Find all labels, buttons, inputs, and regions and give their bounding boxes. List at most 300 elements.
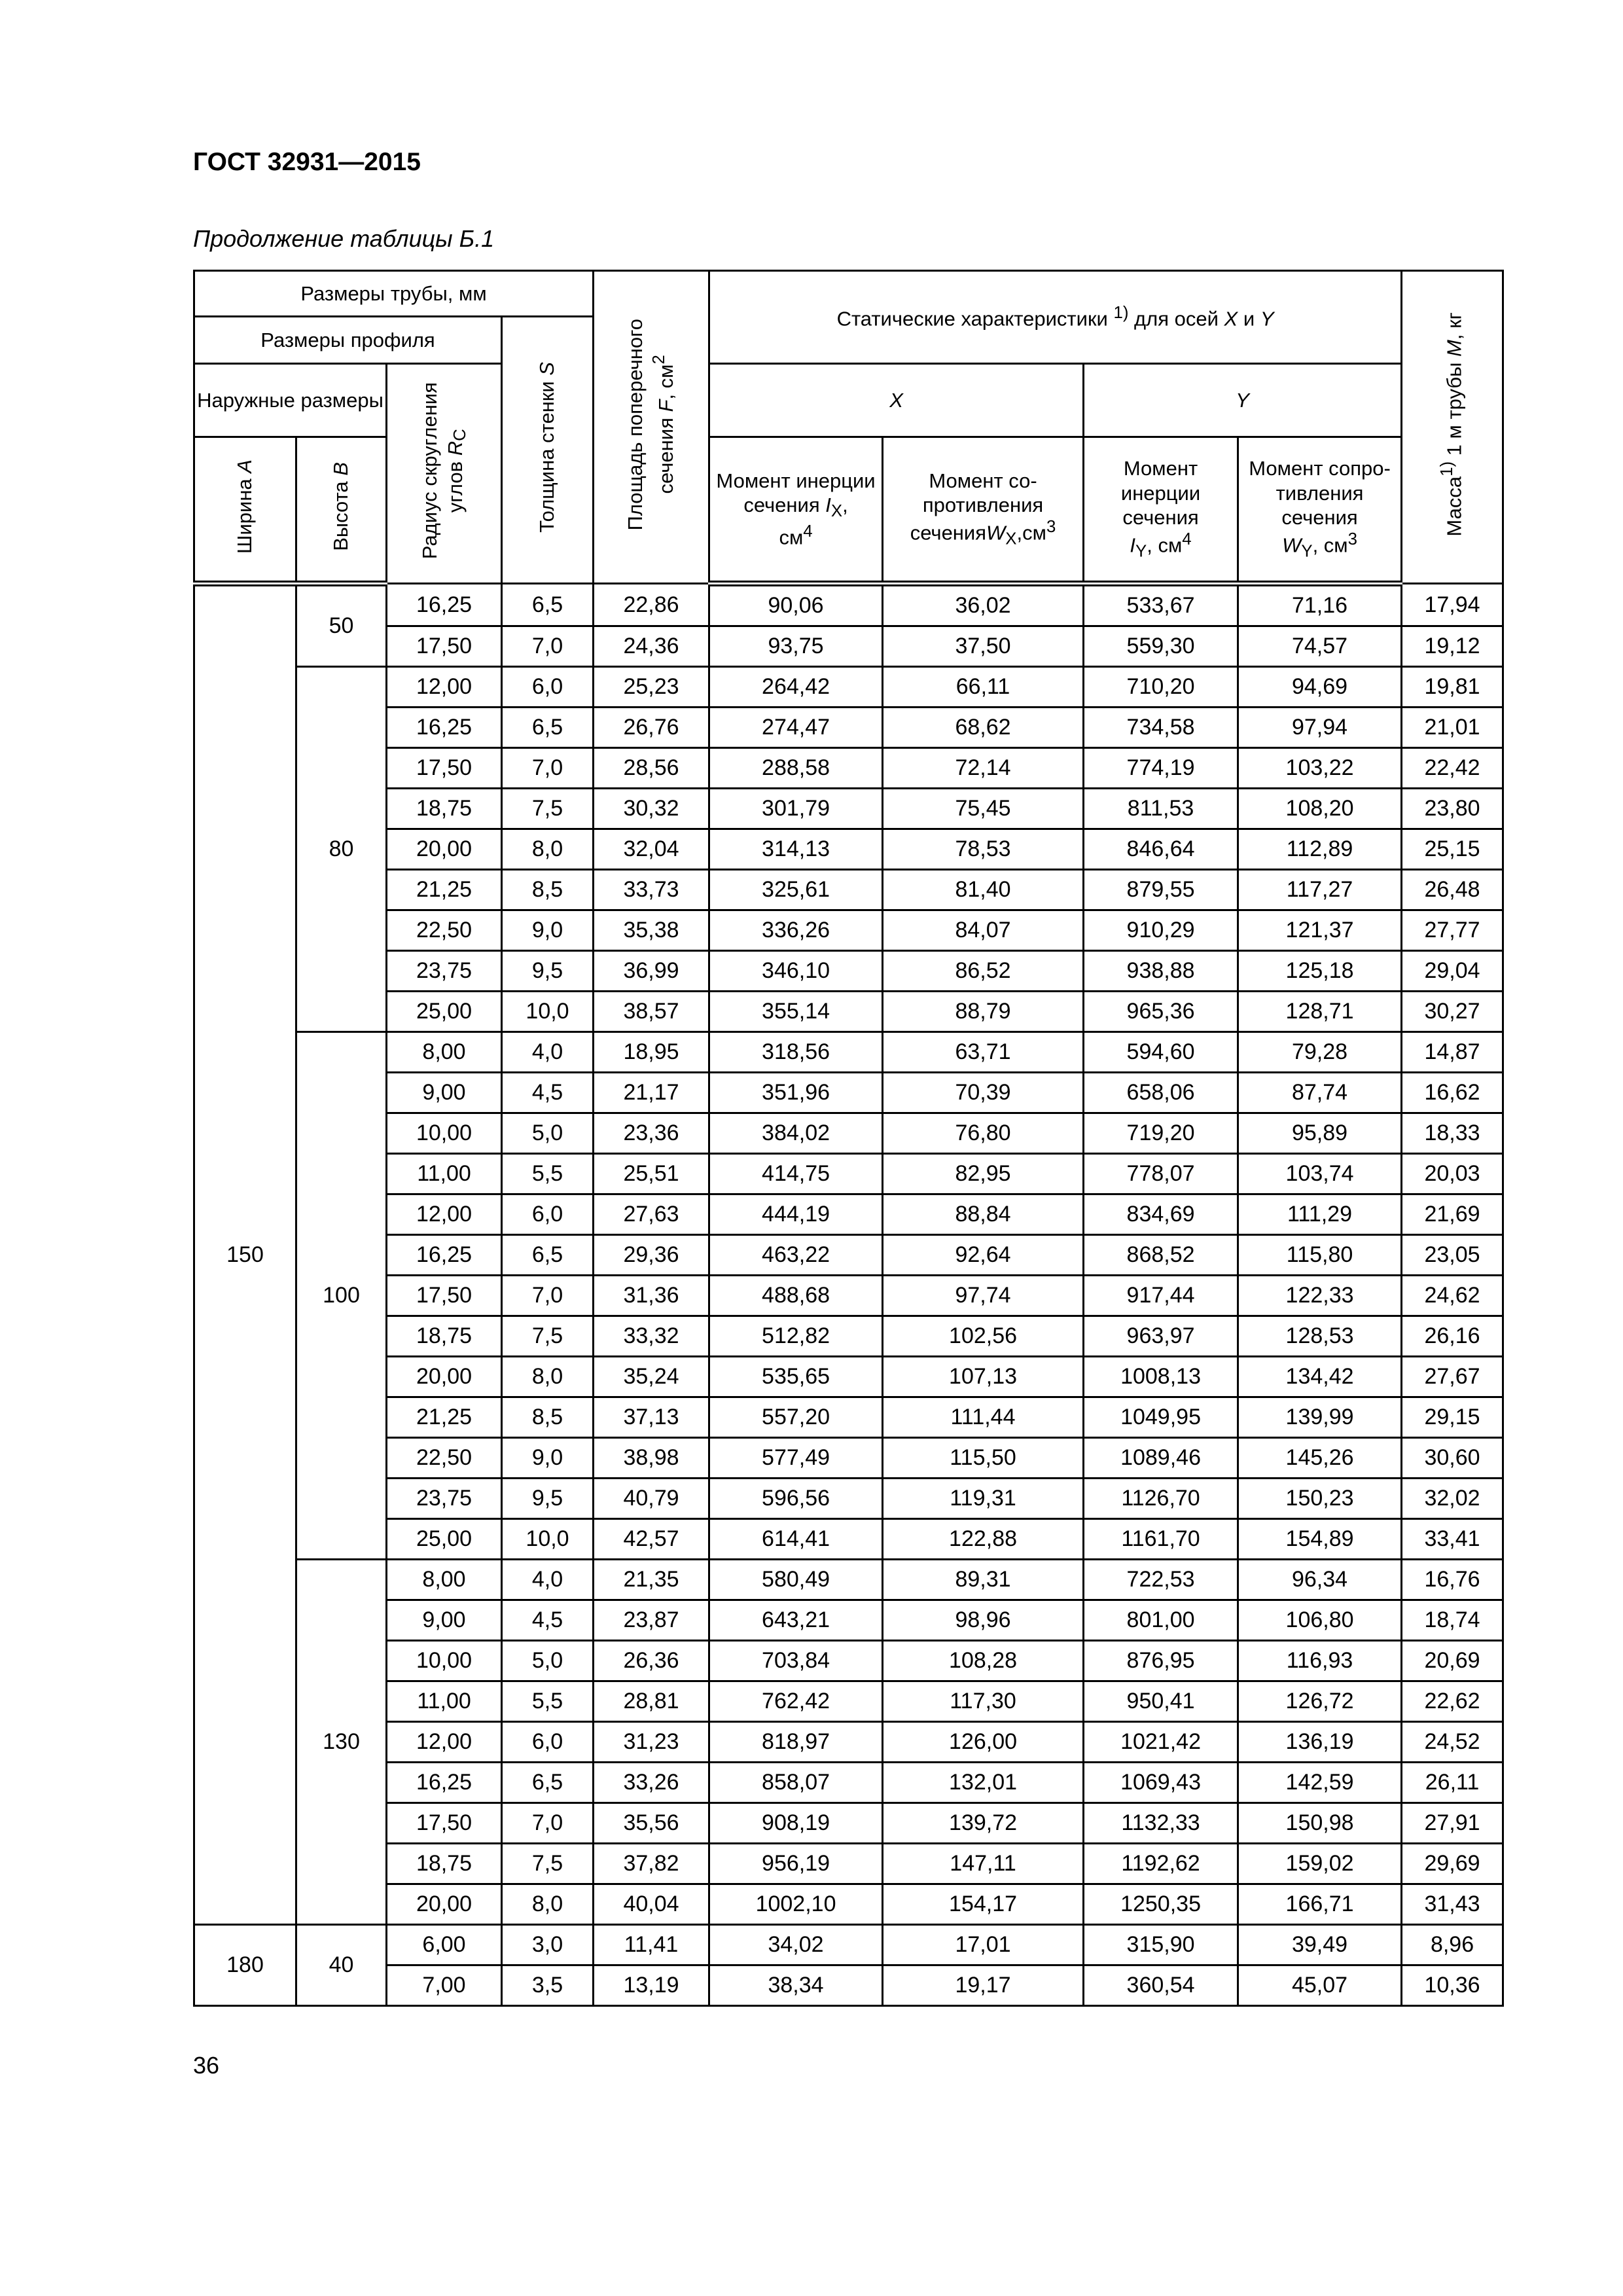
value-cell: 150,23	[1238, 1479, 1402, 1519]
value-cell: 107,13	[883, 1357, 1084, 1397]
value-cell: 879,55	[1084, 870, 1238, 910]
value-cell: 159,02	[1238, 1844, 1402, 1884]
value-cell: 106,80	[1238, 1600, 1402, 1641]
value-cell: 45,07	[1238, 1965, 1402, 2006]
value-cell: 811,53	[1084, 789, 1238, 829]
value-cell: 23,75	[387, 1479, 502, 1519]
value-cell: 128,71	[1238, 992, 1402, 1032]
value-cell: 20,00	[387, 829, 502, 870]
value-cell: 32,02	[1402, 1479, 1503, 1519]
value-cell: 126,00	[883, 1722, 1084, 1763]
value-cell: 535,65	[709, 1357, 883, 1397]
header-y-moment-resistance: Момент сопро-тивления сечения $W_Y$, $см^3$	[1238, 437, 1402, 584]
value-cell: 25,15	[1402, 829, 1503, 870]
value-cell: 7,0	[502, 1803, 594, 1844]
value-cell: 95,89	[1238, 1113, 1402, 1154]
value-cell: 33,41	[1402, 1519, 1503, 1560]
value-cell: 94,69	[1238, 667, 1402, 708]
table-row	[194, 584, 1503, 626]
value-cell: 1126,70	[1084, 1479, 1238, 1519]
value-cell: 139,72	[883, 1803, 1084, 1844]
value-cell: 594,60	[1084, 1032, 1238, 1073]
value-cell: 1008,13	[1084, 1357, 1238, 1397]
value-cell: 577,49	[709, 1438, 883, 1479]
value-cell: 38,98	[594, 1438, 709, 1479]
value-cell: 22,62	[1402, 1681, 1503, 1722]
value-cell: 20,03	[1402, 1154, 1503, 1194]
header-corner-radius: Радиус скругления углов $R_C$	[387, 364, 502, 584]
table-row	[194, 667, 1503, 708]
table-header	[194, 271, 1503, 584]
value-cell: 1069,43	[1084, 1763, 1238, 1803]
table-row	[194, 1965, 1503, 2006]
value-cell: 147,11	[883, 1844, 1084, 1884]
value-cell: 710,20	[1084, 667, 1238, 708]
value-cell: 8,0	[502, 1357, 594, 1397]
value-cell: 166,71	[1238, 1884, 1402, 1925]
value-cell: 9,00	[387, 1073, 502, 1113]
table-body	[194, 584, 1503, 2006]
value-cell: 25,00	[387, 992, 502, 1032]
value-cell: 1250,35	[1084, 1884, 1238, 1925]
table-row	[194, 1803, 1503, 1844]
value-cell: 18,33	[1402, 1113, 1503, 1154]
value-cell: 17,50	[387, 1803, 502, 1844]
value-cell: 3,0	[502, 1925, 594, 1965]
value-cell: 8,00	[387, 1032, 502, 1073]
value-cell: 19,12	[1402, 626, 1503, 667]
value-cell: 9,5	[502, 1479, 594, 1519]
value-cell: 66,11	[883, 667, 1084, 708]
value-cell: 512,82	[709, 1316, 883, 1357]
table-row	[194, 1560, 1503, 1600]
value-cell: 32,04	[594, 829, 709, 870]
value-cell: 112,89	[1238, 829, 1402, 870]
value-cell: 20,00	[387, 1357, 502, 1397]
value-cell: 17,50	[387, 626, 502, 667]
value-cell: 1192,62	[1084, 1844, 1238, 1884]
value-cell: 23,87	[594, 1600, 709, 1641]
value-cell: 818,97	[709, 1722, 883, 1763]
value-cell: 70,39	[883, 1073, 1084, 1113]
table-row	[194, 1763, 1503, 1803]
value-cell: 88,79	[883, 992, 1084, 1032]
value-cell: 16,25	[387, 1235, 502, 1276]
value-cell: 774,19	[1084, 748, 1238, 789]
value-cell: 40,79	[594, 1479, 709, 1519]
value-cell: 722,53	[1084, 1560, 1238, 1600]
header-y-moment-inertia: Момент инерции сечения $I_Y$, $см^4$	[1084, 437, 1238, 584]
height-cell: 50	[296, 584, 387, 667]
value-cell: 29,15	[1402, 1397, 1503, 1438]
value-cell: 30,60	[1402, 1438, 1503, 1479]
value-cell: 719,20	[1084, 1113, 1238, 1154]
value-cell: 355,14	[709, 992, 883, 1032]
table-row	[194, 1235, 1503, 1276]
value-cell: 19,17	[883, 1965, 1084, 2006]
value-cell: 27,67	[1402, 1357, 1503, 1397]
table-row	[194, 1073, 1503, 1113]
value-cell: 7,0	[502, 1276, 594, 1316]
value-cell: 28,56	[594, 748, 709, 789]
table-row	[194, 1113, 1503, 1154]
table-row	[194, 1316, 1503, 1357]
value-cell: 21,17	[594, 1073, 709, 1113]
table-row	[194, 1519, 1503, 1560]
table-row	[194, 1641, 1503, 1681]
value-cell: 134,42	[1238, 1357, 1402, 1397]
value-cell: 908,19	[709, 1803, 883, 1844]
value-cell: 5,5	[502, 1681, 594, 1722]
value-cell: 801,00	[1084, 1600, 1238, 1641]
value-cell: 21,01	[1402, 708, 1503, 748]
value-cell: 19,81	[1402, 667, 1503, 708]
value-cell: 6,5	[502, 1235, 594, 1276]
value-cell: 4,0	[502, 1032, 594, 1073]
value-cell: 81,40	[883, 870, 1084, 910]
page-number: 36	[193, 2052, 220, 2079]
value-cell: 1021,42	[1084, 1722, 1238, 1763]
value-cell: 23,75	[387, 951, 502, 992]
value-cell: 84,07	[883, 910, 1084, 951]
value-cell: 154,17	[883, 1884, 1084, 1925]
value-cell: 6,00	[387, 1925, 502, 1965]
value-cell: 1132,33	[1084, 1803, 1238, 1844]
table-row	[194, 1276, 1503, 1316]
height-cell: 130	[296, 1560, 387, 1925]
value-cell: 8,96	[1402, 1925, 1503, 1965]
value-cell: 150,98	[1238, 1803, 1402, 1844]
data-table	[193, 270, 1504, 2007]
value-cell: 658,06	[1084, 1073, 1238, 1113]
value-cell: 7,5	[502, 1316, 594, 1357]
table-row	[194, 829, 1503, 870]
value-cell: 75,45	[883, 789, 1084, 829]
value-cell: 16,25	[387, 1763, 502, 1803]
value-cell: 33,26	[594, 1763, 709, 1803]
value-cell: 858,07	[709, 1763, 883, 1803]
header-x-moment-resistance: Момент со-противления $сеченияW_X,см^3$	[883, 437, 1084, 584]
value-cell: 26,11	[1402, 1763, 1503, 1803]
table-row	[194, 910, 1503, 951]
value-cell: 7,00	[387, 1965, 502, 2006]
value-cell: 31,36	[594, 1276, 709, 1316]
value-cell: 36,02	[883, 584, 1084, 626]
value-cell: 559,30	[1084, 626, 1238, 667]
value-cell: 98,96	[883, 1600, 1084, 1641]
header-width-a: Ширина A	[194, 437, 296, 584]
value-cell: 16,25	[387, 708, 502, 748]
value-cell: 111,44	[883, 1397, 1084, 1438]
value-cell: 82,95	[883, 1154, 1084, 1194]
value-cell: 23,36	[594, 1113, 709, 1154]
header-x-moment-inertia: Момент инерции сечения $I_X$, $см^4$	[709, 437, 883, 584]
table-row	[194, 789, 1503, 829]
value-cell: 384,02	[709, 1113, 883, 1154]
value-cell: 35,24	[594, 1357, 709, 1397]
value-cell: 910,29	[1084, 910, 1238, 951]
value-cell: 16,76	[1402, 1560, 1503, 1600]
value-cell: 125,18	[1238, 951, 1402, 992]
value-cell: 74,57	[1238, 626, 1402, 667]
value-cell: 115,80	[1238, 1235, 1402, 1276]
value-cell: 10,36	[1402, 1965, 1503, 2006]
value-cell: 6,0	[502, 667, 594, 708]
value-cell: 580,49	[709, 1560, 883, 1600]
table-row	[194, 1154, 1503, 1194]
value-cell: 139,99	[1238, 1397, 1402, 1438]
value-cell: 128,53	[1238, 1316, 1402, 1357]
header-profile-dimensions: Размеры профиля	[194, 317, 502, 364]
value-cell: 136,19	[1238, 1722, 1402, 1763]
value-cell: 5,0	[502, 1113, 594, 1154]
value-cell: 11,00	[387, 1154, 502, 1194]
value-cell: 18,74	[1402, 1600, 1503, 1641]
value-cell: 103,22	[1238, 748, 1402, 789]
value-cell: 336,26	[709, 910, 883, 951]
value-cell: 103,74	[1238, 1154, 1402, 1194]
value-cell: 39,49	[1238, 1925, 1402, 1965]
value-cell: 78,53	[883, 829, 1084, 870]
header-height-b: Высота B	[296, 437, 387, 584]
value-cell: 778,07	[1084, 1154, 1238, 1194]
value-cell: 17,94	[1402, 584, 1503, 626]
value-cell: 21,69	[1402, 1194, 1503, 1235]
value-cell: 868,52	[1084, 1235, 1238, 1276]
value-cell: 18,95	[594, 1032, 709, 1073]
value-cell: 1049,95	[1084, 1397, 1238, 1438]
value-cell: 17,01	[883, 1925, 1084, 1965]
header-section-area: Площадь поперечного сечения F, $см^2$	[594, 271, 709, 584]
value-cell: 7,0	[502, 626, 594, 667]
value-cell: 42,57	[594, 1519, 709, 1560]
value-cell: 122,33	[1238, 1276, 1402, 1316]
value-cell: 643,21	[709, 1600, 883, 1641]
value-cell: 1089,46	[1084, 1438, 1238, 1479]
value-cell: 488,68	[709, 1276, 883, 1316]
value-cell: 76,80	[883, 1113, 1084, 1154]
value-cell: 1002,10	[709, 1884, 883, 1925]
table-row	[194, 708, 1503, 748]
table-row	[194, 1722, 1503, 1763]
value-cell: 102,56	[883, 1316, 1084, 1357]
value-cell: 8,5	[502, 1397, 594, 1438]
table-row	[194, 1032, 1503, 1073]
value-cell: 950,41	[1084, 1681, 1238, 1722]
value-cell: 6,0	[502, 1194, 594, 1235]
value-cell: 37,82	[594, 1844, 709, 1884]
value-cell: 10,00	[387, 1113, 502, 1154]
value-cell: 115,50	[883, 1438, 1084, 1479]
value-cell: 36,99	[594, 951, 709, 992]
table-row	[194, 1681, 1503, 1722]
value-cell: 25,51	[594, 1154, 709, 1194]
table-row	[194, 951, 1503, 992]
value-cell: 122,88	[883, 1519, 1084, 1560]
value-cell: 27,77	[1402, 910, 1503, 951]
value-cell: 24,52	[1402, 1722, 1503, 1763]
value-cell: 22,86	[594, 584, 709, 626]
value-cell: 35,38	[594, 910, 709, 951]
value-cell: 97,94	[1238, 708, 1402, 748]
width-cell: 150	[194, 584, 296, 1925]
value-cell: 97,74	[883, 1276, 1084, 1316]
value-cell: 121,37	[1238, 910, 1402, 951]
value-cell: 557,20	[709, 1397, 883, 1438]
value-cell: 318,56	[709, 1032, 883, 1073]
table-row	[194, 1397, 1503, 1438]
table-row	[194, 1357, 1503, 1397]
value-cell: 8,5	[502, 870, 594, 910]
value-cell: 4,0	[502, 1560, 594, 1600]
value-cell: 63,71	[883, 1032, 1084, 1073]
value-cell: 21,35	[594, 1560, 709, 1600]
value-cell: 938,88	[1084, 951, 1238, 992]
value-cell: 111,29	[1238, 1194, 1402, 1235]
value-cell: 22,50	[387, 1438, 502, 1479]
value-cell: 12,00	[387, 1194, 502, 1235]
value-cell: 33,32	[594, 1316, 709, 1357]
value-cell: 117,30	[883, 1681, 1084, 1722]
value-cell: 35,56	[594, 1803, 709, 1844]
value-cell: 126,72	[1238, 1681, 1402, 1722]
value-cell: 79,28	[1238, 1032, 1402, 1073]
value-cell: 34,02	[709, 1925, 883, 1965]
value-cell: 876,95	[1084, 1641, 1238, 1681]
value-cell: 7,5	[502, 1844, 594, 1884]
value-cell: 31,23	[594, 1722, 709, 1763]
value-cell: 17,50	[387, 748, 502, 789]
value-cell: 18,75	[387, 1316, 502, 1357]
value-cell: 108,28	[883, 1641, 1084, 1681]
value-cell: 917,44	[1084, 1276, 1238, 1316]
header-pipe-dimensions: Размеры трубы, мм	[194, 271, 594, 317]
value-cell: 92,64	[883, 1235, 1084, 1276]
value-cell: 6,5	[502, 1763, 594, 1803]
table-row	[194, 1479, 1503, 1519]
value-cell: 4,5	[502, 1600, 594, 1641]
value-cell: 22,42	[1402, 748, 1503, 789]
value-cell: 314,13	[709, 829, 883, 870]
value-cell: 11,41	[594, 1925, 709, 1965]
height-cell: 40	[296, 1925, 387, 2006]
table-row	[194, 1438, 1503, 1479]
value-cell: 315,90	[1084, 1925, 1238, 1965]
table-row	[194, 1600, 1503, 1641]
value-cell: 21,25	[387, 1397, 502, 1438]
value-cell: 351,96	[709, 1073, 883, 1113]
value-cell: 25,00	[387, 1519, 502, 1560]
value-cell: 26,36	[594, 1641, 709, 1681]
value-cell: 325,61	[709, 870, 883, 910]
value-cell: 20,69	[1402, 1641, 1503, 1681]
value-cell: 11,00	[387, 1681, 502, 1722]
value-cell: 108,20	[1238, 789, 1402, 829]
value-cell: 29,69	[1402, 1844, 1503, 1884]
header-axis-y: Y	[1084, 364, 1402, 437]
value-cell: 23,80	[1402, 789, 1503, 829]
value-cell: 142,59	[1238, 1763, 1402, 1803]
value-cell: 6,0	[502, 1722, 594, 1763]
value-cell: 117,27	[1238, 870, 1402, 910]
value-cell: 9,00	[387, 1600, 502, 1641]
header-mass: Масса$^{1)}$ 1 м трубы M, кг	[1402, 271, 1503, 584]
value-cell: 119,31	[883, 1479, 1084, 1519]
value-cell: 17,50	[387, 1276, 502, 1316]
value-cell: 5,5	[502, 1154, 594, 1194]
value-cell: 30,32	[594, 789, 709, 829]
width-cell: 180	[194, 1925, 296, 2006]
value-cell: 29,04	[1402, 951, 1503, 992]
value-cell: 10,0	[502, 992, 594, 1032]
table-row	[194, 1844, 1503, 1884]
value-cell: 29,36	[594, 1235, 709, 1276]
value-cell: 26,76	[594, 708, 709, 748]
value-cell: 965,36	[1084, 992, 1238, 1032]
value-cell: 596,56	[709, 1479, 883, 1519]
value-cell: 24,62	[1402, 1276, 1503, 1316]
value-cell: 963,97	[1084, 1316, 1238, 1357]
value-cell: 87,74	[1238, 1073, 1402, 1113]
table-row	[194, 626, 1503, 667]
document-title: ГОСТ 32931—2015	[193, 148, 421, 176]
table-caption: Продолжение таблицы Б.1	[193, 225, 495, 252]
value-cell: 346,10	[709, 951, 883, 992]
value-cell: 533,67	[1084, 584, 1238, 626]
value-cell: 288,58	[709, 748, 883, 789]
value-cell: 274,47	[709, 708, 883, 748]
value-cell: 264,42	[709, 667, 883, 708]
value-cell: 16,25	[387, 584, 502, 626]
value-cell: 8,0	[502, 1884, 594, 1925]
value-cell: 834,69	[1084, 1194, 1238, 1235]
table-row	[194, 992, 1503, 1032]
value-cell: 71,16	[1238, 584, 1402, 626]
value-cell: 414,75	[709, 1154, 883, 1194]
value-cell: 614,41	[709, 1519, 883, 1560]
value-cell: 23,05	[1402, 1235, 1503, 1276]
value-cell: 38,34	[709, 1965, 883, 2006]
value-cell: 31,43	[1402, 1884, 1503, 1925]
value-cell: 5,0	[502, 1641, 594, 1681]
value-cell: 90,06	[709, 584, 883, 626]
value-cell: 37,13	[594, 1397, 709, 1438]
value-cell: 703,84	[709, 1641, 883, 1681]
table-row	[194, 870, 1503, 910]
value-cell: 26,16	[1402, 1316, 1503, 1357]
value-cell: 93,75	[709, 626, 883, 667]
value-cell: 27,91	[1402, 1803, 1503, 1844]
value-cell: 13,19	[594, 1965, 709, 2006]
value-cell: 30,27	[1402, 992, 1503, 1032]
value-cell: 8,00	[387, 1560, 502, 1600]
value-cell: 33,73	[594, 870, 709, 910]
value-cell: 762,42	[709, 1681, 883, 1722]
value-cell: 6,5	[502, 584, 594, 626]
table-row	[194, 1925, 1503, 1965]
value-cell: 10,00	[387, 1641, 502, 1681]
value-cell: 86,52	[883, 951, 1084, 992]
height-cell: 100	[296, 1032, 387, 1560]
value-cell: 116,93	[1238, 1641, 1402, 1681]
value-cell: 24,36	[594, 626, 709, 667]
value-cell: 846,64	[1084, 829, 1238, 870]
height-cell: 80	[296, 667, 387, 1032]
value-cell: 14,87	[1402, 1032, 1503, 1073]
value-cell: 9,5	[502, 951, 594, 992]
value-cell: 18,75	[387, 1844, 502, 1884]
value-cell: 27,63	[594, 1194, 709, 1235]
